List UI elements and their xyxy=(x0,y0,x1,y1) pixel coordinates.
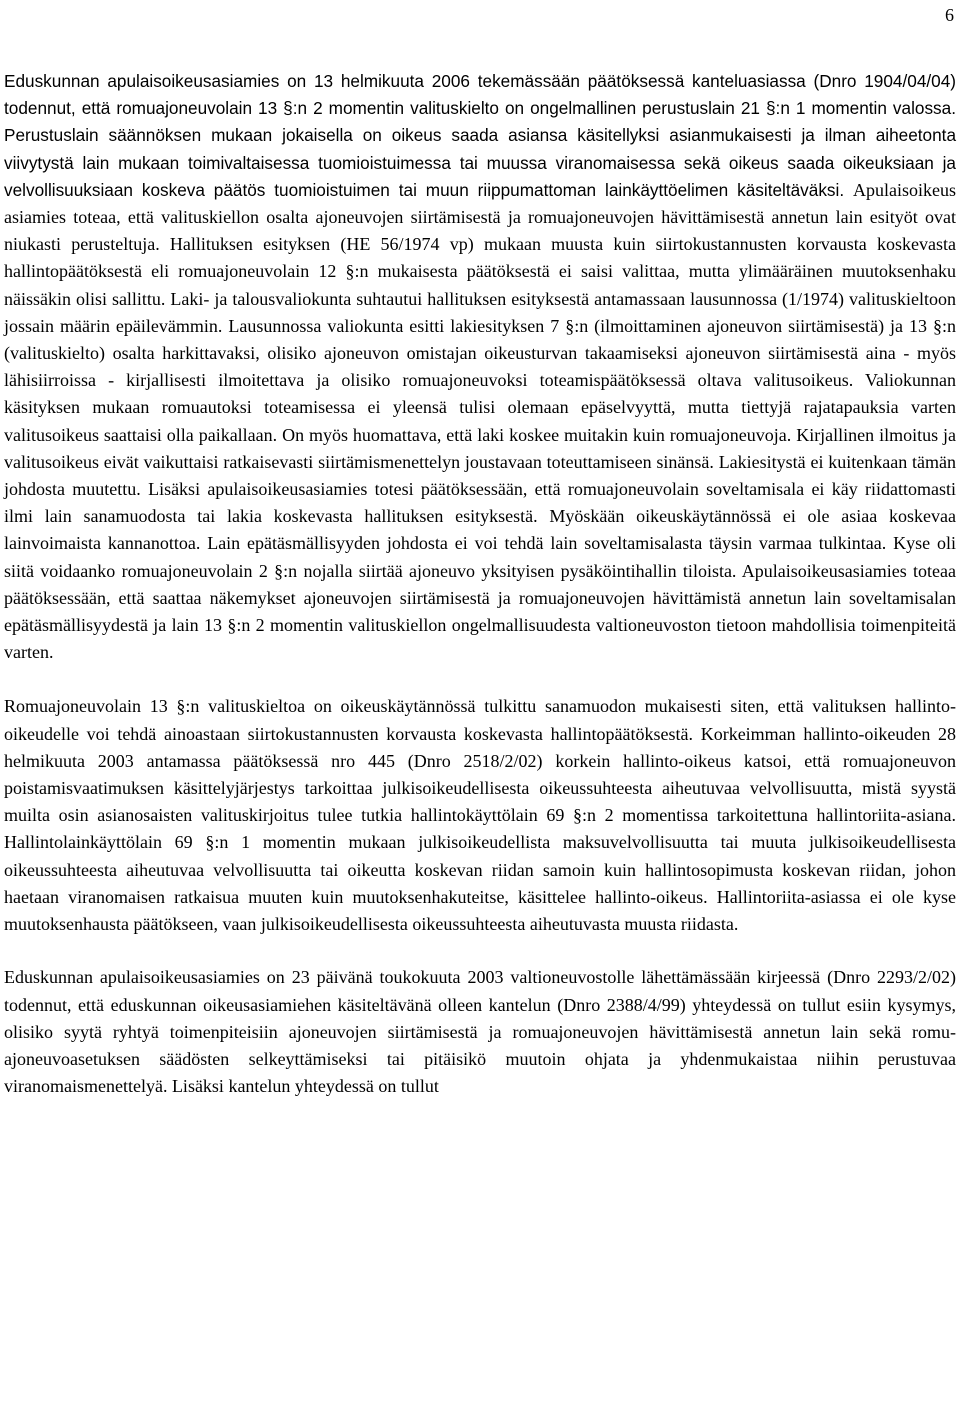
paragraph-1 xyxy=(4,68,956,666)
paragraph-2-text: Romuajoneuvolain 13 §:n valituskieltoa on oikeuskäytännössä tulkittu sanamuodon mukaisesti siten, että valituksen hallinto-oikeudelle voi tehdä ainoastaan siirtokustannusten korvausta koskevasta hallintopäätöksestä. Korkeimman hallinto-oikeuden 28 helmikuuta 2003 antamassa päätöksessä nro 445 (Dnro 2518/2/02) korkein hallinto-oikeus katsoi, että romuajoneuvon poistamisvaatimuksen käsittelyjärjestys tarkoittaa julkisoikeudellisesta oikeussuhteesta aiheutuvaa velvollisuutta, mistä syystä muilta osin asianosaisten valituskirjoitus tulee tutkia hallintokäyttölain 69 §:n 2 momentissa tarkoitettuna hallintoriita-asiana. Hallintolainkäyttölain 69 §:n 1 momentin mukaan julkisoikeudellista maksuvelvollisuutta tai muuta julkisoikeudellisesta oikeussuhteesta aiheutuvaa velvollisuutta tai oikeutta koskevan riidan samoin kuin hallintosopimusta koskevan riidan, johon haetaan viranomaisen ratkaisua muuten kuin muutoksenhakuteitse, käsittelee hallinto-oikeus. Hallintoriita-asiassa ei ole kyse muutoksenhausta päätökseen, vaan julkisoikeudellisesta oikeussuhteesta aiheutuvasta muusta riidasta. xyxy=(4,696,956,935)
paragraph-3 xyxy=(4,964,956,1100)
paragraph-3-text: Eduskunnan apulaisoikeusasiamies on 23 päivänä toukokuuta 2003 valtioneuvostolle lähettämässään kirjeessä (Dnro 2293/2/02) todennut, että eduskunnan oikeusasiamiehen käsiteltävänä olleen kantelun (Dnro 2388/4/99) yhteydessä on tullut esiin kysymys, olisiko syytä ryhtyä toimenpiteisiin ajoneuvojen siirtämisestä ja romuajoneuvojen hävittämisestä annetun lain sekä romu-ajoneuvoasetuksen säädösten selkeyttämiseksi tai pitäisikö muutoin ohjata ja yhdenmukaistaa niihin perustuvaa viranomaismenettelyä. Lisäksi kantelun yhteydessä on tullut xyxy=(4,967,956,1097)
document-body xyxy=(4,68,956,1100)
paragraph-2 xyxy=(4,693,956,938)
paragraph-1-serif-text: Apulaisoikeus asiamies toteaa, että valituskiellon osalta ajoneuvojen siirtämisestä ja romuajoneuvojen hävittämisestä annetun lain esityöt ovat niukasti perusteltuja. Hallituksen esityksen (HE 56/1974 vp) mukaan muusta kuin siirtokustannusten korvausta koskevasta hallintopäätöksestä eli romuajoneuvolain 12 §:n mukaisesta päätöksestä ei saisi valittaa, mutta ylimääräinen muutoksenhaku näissäkin olisi sallittu. Laki- ja talousvaliokunta suhtautui hallituksen esityksestä antamassaan lausunnossa (1/1974) valituskieltoon jossain määrin epäilevämmin. Lausunnossa valiokunta esitti lakiesityksen 7 §:n (ilmoittaminen ajoneuvon siirtämisestä) ja 13 §:n (valituskielto) osalta harkittavaksi, olisiko ajoneuvon omistajan oikeusturvan takaamiseksi ajoneuvon siirtämisestä aina - myös lähisiirroissa - kirjallisesti ilmoitettava ja olisiko romuajoneuvoksi toteamispäätöksessä oltava valitusoikeus. Valiokunnan käsityksen mukaan romuautoksi toteamisessa ei yleensä tulisi olemaan epäselvyyttä, mutta tiettyjä rajatapauksia varten valitusoikeus saattaisi olla paikallaan. On myös huomattava, että laki koskee muitakin kuin romuajoneuvoja. Kirjallinen ilmoitus ja valitusoikeus eivät vaikuttaisi ratkaisevasti siirtämismenettelyn joustavaan toteuttamiseen sinänsä. Lakiesitystä ei kuitenkaan tämän johdosta muutettu. Lisäksi apulaisoikeusasiamies totesi päätöksessään, että romuajoneuvolain soveltamisala ei käy riidattomasti ilmi lain sanamuodosta tai lakia koskevasta hallituksen esityksestä. Myöskään oikeuskäytännössä ei ole asiaa koskevaa lainvoimaista kannanottoa. Lain epätäsmällisyyden johdosta ei voi tehdä lain soveltamisalasta täysin varmaa tulkintaa. Kyse oli siitä voidaanko romuajoneuvolain 2 §:n nojalla siirtää ajoneuvo yksityisen pysäköintihallin tiloista. Apulaisoikeusasiamies toteaa päätöksessään, että saattaa näkemykset ajoneuvojen siirtämisestä ja romuajoneuvojen hävittämistä annetun lain soveltamisalan epätäsmällisyydestä ja lain 13 §:n 2 momentin valituskiellon ongelmallisuudesta valtioneuvoston tietoon mahdollisia toimenpiteitä varten. xyxy=(4,179,956,663)
page-number: 6 xyxy=(945,5,954,25)
paragraph-spacer xyxy=(4,666,956,693)
paragraph-spacer xyxy=(4,938,956,964)
paragraph-1-sans-text: Eduskunnan apulaisoikeusasiamies on 13 helmikuuta 2006 tekemässään päätöksessä kanteluasiassa (Dnro 1904/04/04) todennut, että romuajoneuvolain 13 §:n 2 momentin valituskielto on ongelmallinen perustuslain 21 §:n 1 momentin valossa. Perustuslain säännöksen mukaan jokaisella on oikeus saada asiansa käsitellyksi asianmukaisesti ja ilman aiheetonta viivytystä lain mukaan toimivaltaisessa tuomioistuimessa tai muussa viranomaisessa sekä oikeus saada oikeuksiaan ja velvollisuuksiaan koskeva päätös tuomioistuimen tai muun riippumattoman lainkäyttöelimen käsiteltäväksi. xyxy=(4,71,956,200)
